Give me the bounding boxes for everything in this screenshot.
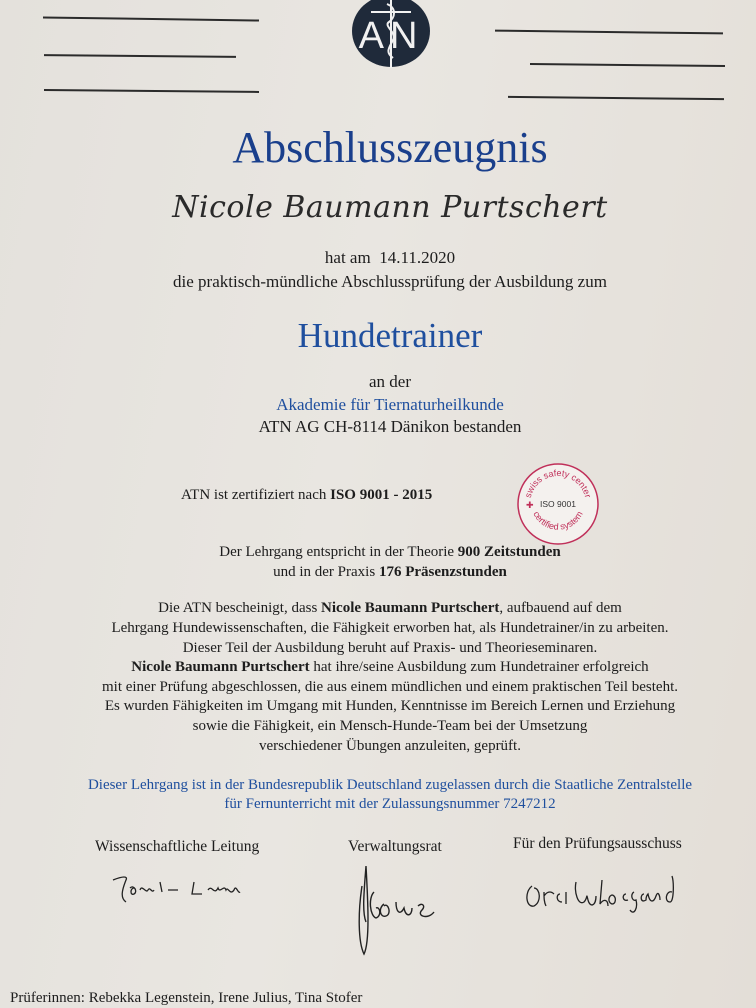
signature-role-exam-committee: Für den Prüfungsausschuss <box>513 835 682 852</box>
profession: Hundetrainer <box>297 316 483 355</box>
svg-text:AN: AN <box>358 15 424 57</box>
hours-practice <box>0 564 756 581</box>
text: hat ihre/seine Ausbildung zum Hundetrainer erfolgreich <box>309 659 649 675</box>
page-title: Abschlusszeugnis <box>232 123 548 172</box>
body-line: sowie die Fähigkeit, ein Mensch-Hunde-Team bei der Umsetzung <box>192 718 588 734</box>
recipient-name-inline: Nicole Baumann Purtschert <box>321 600 500 616</box>
blank-line <box>44 89 259 92</box>
signature-exam-committee <box>522 872 692 922</box>
atn-logo <box>351 0 431 70</box>
iso-standard: ISO 9001 - 2015 <box>330 487 433 503</box>
exam-date: 14.11.2020 <box>379 248 456 267</box>
stamp-bottom-text: certified system <box>531 509 585 532</box>
recipient-name: Nicole Baumann Purtschert <box>172 190 608 225</box>
body-line: verschiedener Übungen anzuleiten, geprüft. <box>259 738 521 754</box>
blank-line <box>508 96 724 100</box>
signature-role-scientific-lead: Wissenschaftliche Leitung <box>95 838 260 855</box>
body-line: Es wurden Fähigkeiten im Umgang mit Hunden, Kenntnisse im Bereich Lernen und Erziehung <box>104 698 676 714</box>
body-line: Lehrgang Hundewissenschaften, die Fähigkeit erworben hat, als Hundetrainer/in zu arbeiten. <box>111 620 669 636</box>
iso-statement <box>181 487 432 504</box>
hours-theory-value: 900 Zeitstunden <box>457 544 561 560</box>
hours-practice-text: und in der Praxis <box>273 564 376 580</box>
blank-line <box>495 30 723 34</box>
body-line <box>0 659 756 676</box>
text: Die ATN bescheinigt, dass <box>158 600 322 616</box>
iso-certification-stamp <box>516 462 600 546</box>
an-der: an der <box>368 372 411 391</box>
text: , aufbauend auf dem <box>499 600 622 616</box>
institution-name: Akademie für Tiernaturheilkunde <box>276 395 504 414</box>
exam-line: die praktisch-mündliche Abschlussprüfung der Ausbildung zum <box>173 272 607 291</box>
blank-line <box>530 63 725 67</box>
signature-role-board: Verwaltungsrat <box>348 838 442 855</box>
body-line: mit einer Prüfung abgeschlossen, die aus einem mündlichen und einem praktischen Teil besteht. <box>101 679 679 695</box>
recipient-name-inline: Nicole Baumann Purtschert <box>131 659 310 675</box>
signature-scientific-lead <box>108 870 288 915</box>
hours-theory-text: Der Lehrgang entspricht in der Theorie <box>219 544 455 560</box>
body-line <box>0 600 756 617</box>
date-line <box>0 248 756 268</box>
examiners-list: Prüferinnen: Rebekka Legenstein, Irene Julius, Tina Stofer <box>10 990 363 1006</box>
accreditation-line: für Fernunterricht mit der Zulassungsnummer 7247212 <box>224 796 556 812</box>
stamp-middle-text: ISO 9001 <box>540 499 576 509</box>
iso-text: ATN ist zertifiziert nach <box>181 487 327 503</box>
accreditation-line: Dieser Lehrgang ist in der Bundesrepublik Deutschland zugelassen durch die Staatliche Zentralstelle <box>87 777 693 793</box>
blank-line <box>43 16 259 21</box>
institution-address: ATN AG CH-8114 Dänikon bestanden <box>258 417 522 436</box>
blank-line <box>44 54 236 57</box>
body-line: Dieser Teil der Ausbildung beruht auf Praxis- und Theorieseminaren. <box>182 640 598 656</box>
stamp-top-text: swiss safety center <box>522 467 594 499</box>
date-prefix: hat am <box>324 248 371 267</box>
hours-practice-value: 176 Präsenzstunden <box>378 564 507 580</box>
svg-text:✚: ✚ <box>526 501 534 511</box>
signature-board <box>348 862 448 967</box>
hours-theory <box>0 544 756 561</box>
